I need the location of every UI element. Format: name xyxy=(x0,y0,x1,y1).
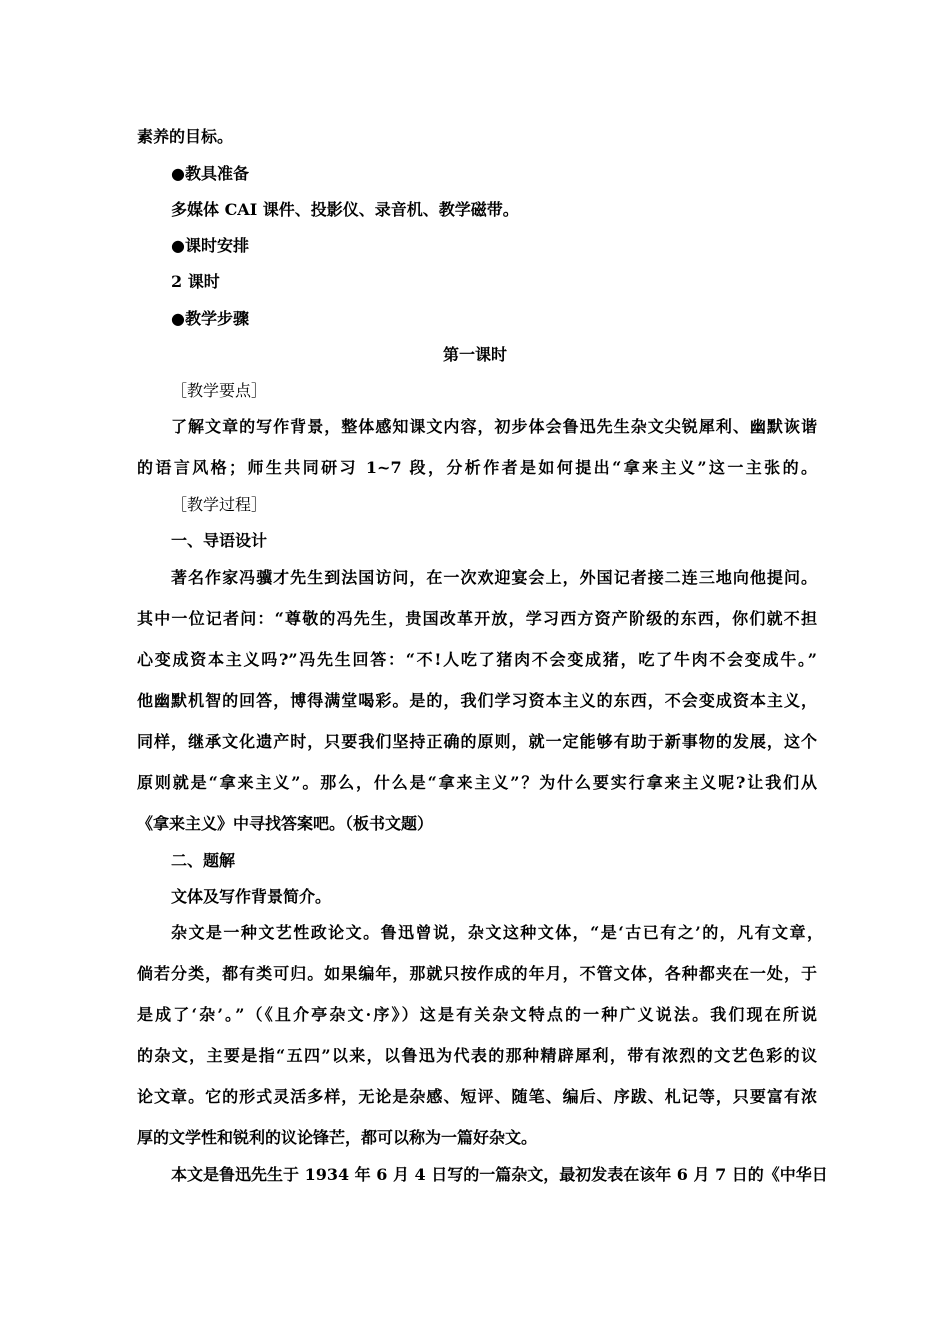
text-line: 多媒体 CAI 课件、投影仪、录音机、教学磁带。 xyxy=(171,200,519,219)
text-line: 《拿来主义》中寻找答案吧。（板书文题） xyxy=(137,814,434,833)
text-line: 杂文是一种文艺性政论文。鲁迅曾说，杂文这种文体，“是‘古已有之’的，凡有文章， xyxy=(171,923,823,942)
subheading-key-points: ［教学要点］ xyxy=(171,381,268,400)
text-line: 厚的文学性和锐利的议论锋芒，都可以称为一篇好杂文。 xyxy=(137,1128,538,1147)
text-line: 他幽默机智的回答，博得满堂喝彩。是的，我们学习资本主义的东西，不会变成资本主义， xyxy=(137,691,817,710)
text-line: 著名作家冯骥才先生到法国访问，在一次欢迎宴会上，外国记者接二连三地向他提问。 xyxy=(171,568,817,587)
text-line: 本文是鲁迅先生于 1934 年 6 月 4 日写的一篇杂文，最初发表在该年 6 月 7 日的《中华日 xyxy=(171,1165,828,1184)
text-line: 的语言风格；师生共同研习 1~7 段，分析作者是如何提出“拿来主义”这一主张的。 xyxy=(137,458,817,477)
text-line: 了解文章的写作背景，整体感知课文内容，初步体会鲁迅先生杂文尖锐犀利、幽默诙谐 xyxy=(171,417,817,436)
text-line: 其中一位记者问：“尊敬的冯先生，贵国改革开放，学习西方资产阶级的东西，你们就不担 xyxy=(137,609,817,628)
lesson-title: 第一课时 xyxy=(442,345,507,364)
section-heading-teaching-aids: ●教具准备 xyxy=(171,164,249,183)
text-line: 心变成资本主义吗?”冯先生回答：“不!人吃了猪肉不会变成猪，吃了牛肉不会变成牛。” xyxy=(137,650,817,669)
subheading-intro-design: 一、导语设计 xyxy=(171,531,268,550)
subheading-process: ［教学过程］ xyxy=(171,495,268,514)
text-line: 2 课时 xyxy=(171,272,220,291)
text-line: 的杂文，主要是指“五四”以来，以鲁迅为代表的那种精辟犀利，带有浓烈的文艺色彩的议 xyxy=(137,1046,817,1065)
text-line: 素养的目标。 xyxy=(137,127,234,146)
text-line: 原则就是“拿来主义”。那么，什么是“拿来主义”？为什么要实行拿来主义呢?让我们从 xyxy=(137,773,817,792)
subheading-title-explanation: 二、题解 xyxy=(171,851,236,870)
text-line: 文体及写作背景简介。 xyxy=(171,887,332,906)
text-line: 倘若分类，都有类可归。如果编年，那就只按作成的年月，不管文体，各种都夹在一处，于 xyxy=(137,964,817,983)
text-line: 同样，继承文化遗产时，只要我们坚持正确的原则，就一定能够有助于新事物的发展，这个 xyxy=(137,732,817,751)
section-heading-schedule: ●课时安排 xyxy=(171,236,249,255)
section-heading-steps: ●教学步骤 xyxy=(171,309,249,328)
text-line: 论文章。它的形式灵活多样，无论是杂感、短评、随笔、编后、序跋、札记等，只要富有浓 xyxy=(137,1087,817,1106)
text-line: 是成了‘杂’。”（《且介亭杂文·序》）这是有关杂文特点的一种广义说法。我们现在所说 xyxy=(137,1005,817,1024)
